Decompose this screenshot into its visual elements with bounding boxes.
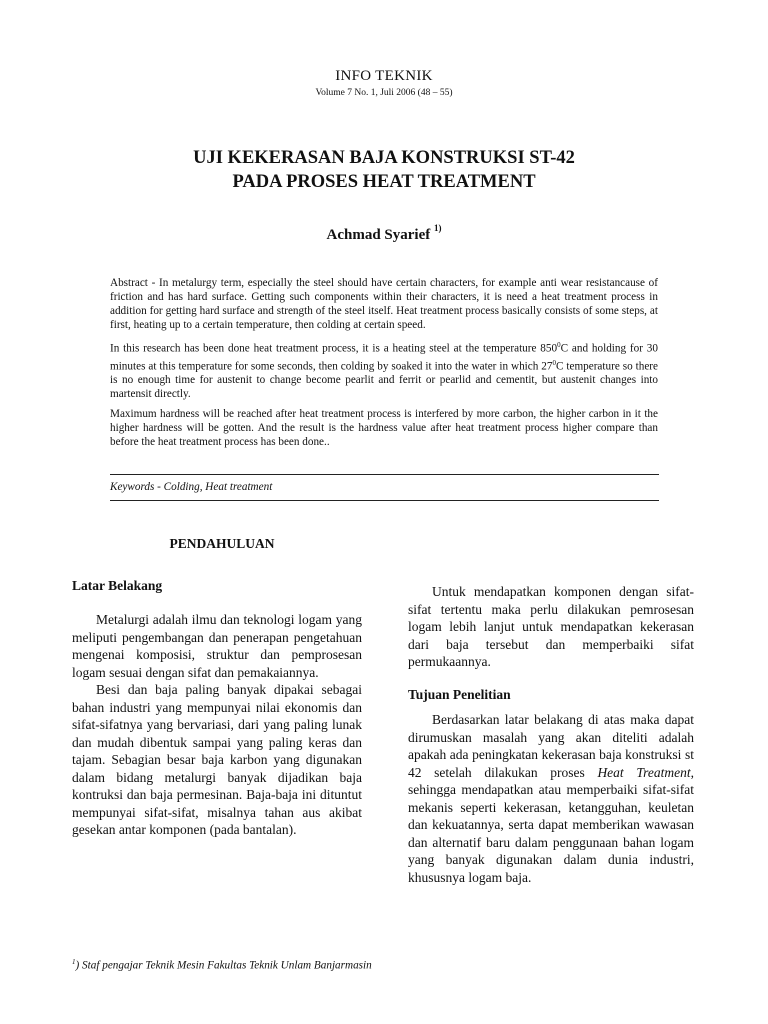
abstract-p2-text-b: C and holding for 30 minutes at this temperature for some seconds, then colding by soaked it into the water in which 27 — [110, 342, 658, 373]
title-line-1: UJI KEKERASAN BAJA KONSTRUKSI ST-42 — [193, 148, 575, 168]
subsection-tujuan-penelitian: Tujuan Penelitian — [408, 686, 511, 702]
author-name: Achmad Syarief — [326, 227, 431, 243]
degree-sup-1: 0 — [557, 341, 561, 349]
footnote-text: ) Staf pengajar Teknik Mesin Fakultas Teknik Unlam Banjarmasin — [75, 959, 372, 972]
author-affiliation-mark: 1) — [434, 223, 442, 233]
title-line-2: PADA PROSES HEAT TREATMENT — [232, 172, 536, 192]
abstract-p2-text-c: C temperature so there is no enough time for austenit to change become pearlit and ferrit or pearlid and cementit, but austenit changes into martensit directly. — [110, 360, 658, 401]
journal-name: INFO TEKNIK — [335, 68, 433, 84]
degree-sup-2: 0 — [552, 358, 556, 367]
body-p4-italic: Heat Treatment — [597, 764, 691, 780]
paper-title — [0, 146, 768, 194]
body-paragraph-1: Metalurgi adalah ilmu dan teknologi logam yang meliputi pengembangan dan penerapan pengetahuan mengenai komposisi, struktur dan pemprosesan logam sesuai dengan sifat dan pemakaiannya. — [72, 612, 362, 680]
author — [0, 225, 768, 244]
body-p4-text-b: , sehingga mendapatkan atau memperbaiki sifat-sifat mekanis seperti kekerasan, ketangguhan, keuletan dan kekuatannya, serta dapat memberikan wawasan dan alternatif baru dalam penggunaan bahan logam yang banyak digunakan dalam dunia industri, khususnya logam baja. — [408, 764, 694, 885]
journal-volume: Volume 7 No. 1, Juli 2006 (48 – 55) — [315, 88, 453, 98]
keywords-top-rule — [110, 474, 659, 475]
abstract — [110, 276, 658, 455]
left-column — [72, 535, 362, 839]
body-paragraph-4 — [408, 711, 694, 886]
section-title: PENDAHULUAN — [169, 536, 275, 551]
keywords-bottom-rule — [110, 500, 659, 501]
right-column — [408, 583, 694, 886]
body-p4-text-a: Berdasarkan latar belakang di atas maka dapat dirumuskan masalah yang akan diteliti adalah apakah ada peningkatan kekerasan baja konstruksi st 42 setelah dilakukan proses — [408, 712, 694, 780]
abstract-paragraph-3: Maximum hardness will be reached after heat treatment process is interfered by more carbon, the higher carbon in it the higher hardness will be gotten. And the result is the hardness value after heat treatment process higher compare than before the heat treatment process has been done.. — [110, 408, 658, 449]
body-paragraph-2: Besi dan baja paling banyak dipakai sebagai bahan industri yang mempunyai nilai ekonomis dan sifat-sifatnya yang bervariasi, dari yang paling lunak dan mudah dibentuk sampai yang paling keras dan tajam. Sebagian besar baja karbon yang digunakan dalam bidang metalurgi banyak dijadikan baja kontruksi dan baja permesinan. Baja-baja ini dituntut mempunyai sifat-sifat, misalnya tahan aus akibat gesekan antar komponen (pada bantalan). — [72, 682, 362, 837]
abstract-paragraph-1: Abstract - In metalurgy term, especially the steel should have certain characters, for example anti wear resistancause of friction and has hard surface. Getting such components within their characters, it is need a heat treatment process in addition for getting hard surface and strength of the steel itself. Heat treatment process basically consists of some steps, at first, heating up to a certain temperature, then colding at certain speed. — [110, 277, 658, 331]
keywords: Keywords - Colding, Heat treatment — [110, 481, 273, 493]
abstract-p2-text-a: In this research has been done heat treatment process, it is a heating steel at the temperature 850 — [110, 342, 558, 355]
body-paragraph-3: Untuk mendapatkan komponen dengan sifat-sifat tertentu maka perlu dilakukan pemrosesan logam lebih lanjut untuk mendapatkan kekerasan dari baja tersebut dan memperbaiki sifat permukaannya. — [408, 584, 694, 669]
footnote — [72, 958, 372, 972]
footnote-mark: 1 — [72, 958, 76, 966]
abstract-paragraph-2 — [110, 338, 658, 401]
subsection-latar-belakang: Latar Belakang — [72, 577, 163, 593]
